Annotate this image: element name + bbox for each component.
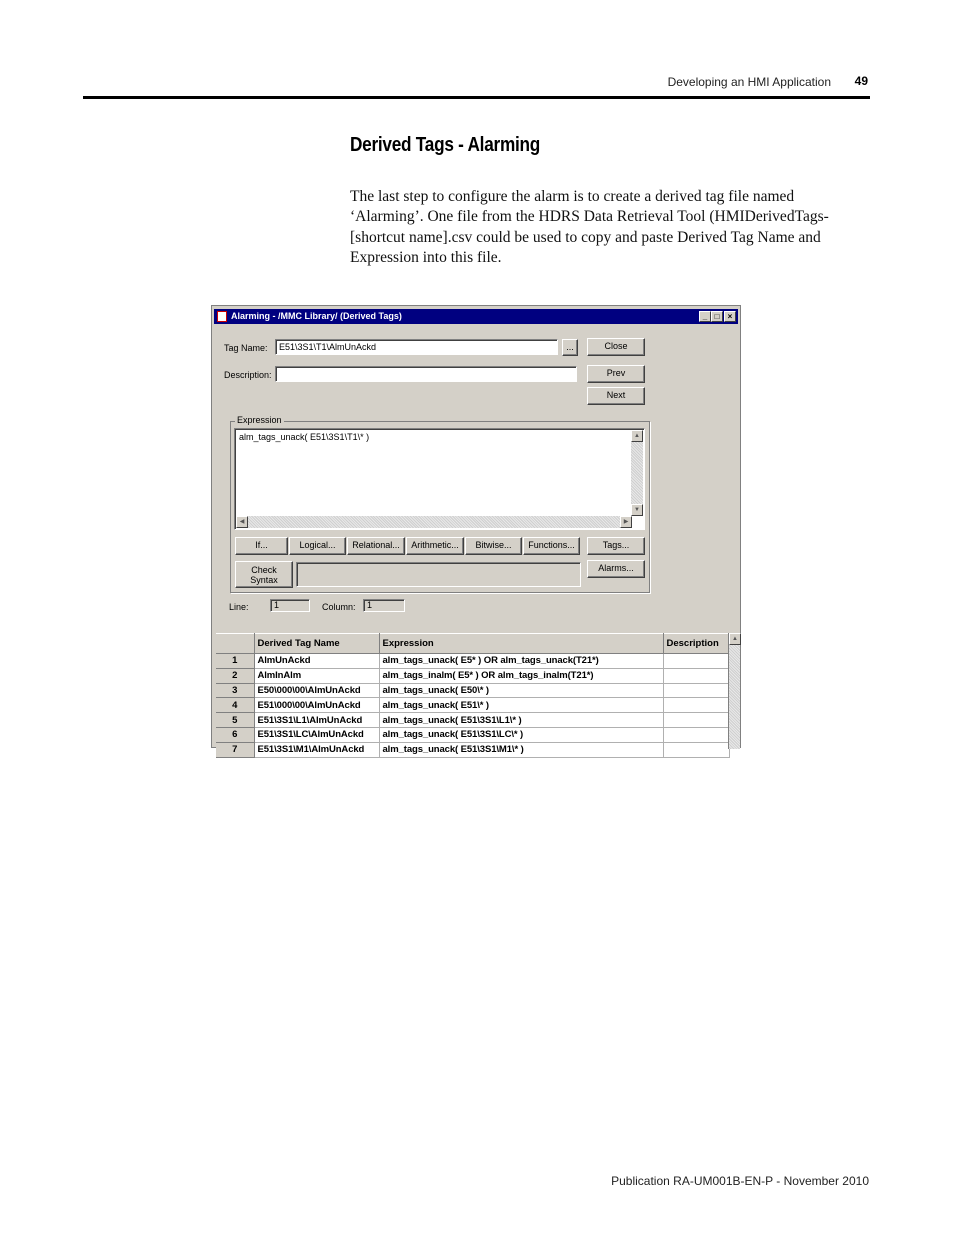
description-cell[interactable]	[663, 742, 729, 757]
table-row[interactable]	[216, 683, 729, 698]
header-page-number: 49	[854, 74, 868, 88]
line-value-field: 1	[270, 599, 310, 612]
check-syntax-button[interactable]	[235, 561, 293, 588]
syntax-message-field	[296, 562, 581, 587]
table-row[interactable]	[216, 727, 729, 742]
window-titlebar[interactable]	[214, 309, 738, 324]
table-row[interactable]	[216, 713, 729, 728]
table-row[interactable]	[216, 742, 729, 757]
description-cell[interactable]	[663, 683, 729, 698]
expression-textarea[interactable]	[234, 428, 645, 530]
prev-button[interactable]: Prev	[587, 365, 645, 383]
check-syntax-label-line1: Check	[251, 565, 277, 575]
tag-name-input[interactable]: E51\3S1\T1\AlmUnAckd	[275, 339, 558, 355]
expression-cell[interactable]: alm_tags_unack( E51\3S1\L1\* )	[379, 713, 663, 728]
grid-header-expression[interactable]: Expression	[379, 634, 663, 654]
expression-cell[interactable]: alm_tags_unack( E51\3S1\LC\* )	[379, 727, 663, 742]
expression-vertical-scrollbar[interactable]	[631, 430, 643, 516]
minimize-icon[interactable]: _	[699, 311, 711, 322]
grid-header-rownum	[216, 634, 254, 654]
row-number: 7	[216, 742, 254, 757]
next-button[interactable]: Next	[587, 387, 645, 405]
column-value-field: 1	[363, 599, 405, 612]
row-number: 5	[216, 713, 254, 728]
description-cell[interactable]	[663, 727, 729, 742]
page-header	[0, 0, 954, 100]
header-rule	[83, 96, 870, 99]
row-number: 4	[216, 698, 254, 713]
section-title: Derived Tags - Alarming	[350, 134, 541, 156]
line-label: Line:	[229, 602, 249, 612]
expression-cell[interactable]: alm_tags_unack( E51\3S1\M1\* )	[379, 742, 663, 757]
derived-tags-window	[211, 305, 741, 756]
if-button[interactable]: If...	[235, 537, 288, 555]
derived-tags-grid	[216, 633, 740, 756]
column-label: Column:	[322, 602, 356, 612]
table-row[interactable]	[216, 668, 729, 683]
expression-group-label: Expression	[237, 415, 282, 425]
tag-name-cell[interactable]: E50\000\00\AlmUnAckd	[254, 683, 379, 698]
table-row[interactable]	[216, 698, 729, 713]
close-icon[interactable]: ×	[724, 311, 736, 322]
expression-cell[interactable]: alm_tags_unack( E50\* )	[379, 683, 663, 698]
page-footer: Publication RA-UM001B-EN-P - November 2010	[611, 1174, 869, 1188]
tag-name-cell[interactable]: AlmUnAckd	[254, 654, 379, 669]
tag-name-cell[interactable]: E51\3S1\M1\AlmUnAckd	[254, 742, 379, 757]
grid-vertical-scrollbar[interactable]	[728, 633, 740, 749]
scroll-left-icon[interactable]: ◀	[236, 516, 248, 528]
scroll-right-icon[interactable]: ▶	[620, 516, 632, 528]
browse-button[interactable]: ...	[562, 339, 578, 356]
window-title: Alarming - /MMC Library/ (Derived Tags)	[231, 311, 402, 321]
arithmetic-button[interactable]: Arithmetic...	[406, 537, 464, 555]
check-syntax-label-line2: Syntax	[250, 575, 278, 585]
scroll-up-icon[interactable]: ▲	[631, 430, 643, 442]
tags-button[interactable]: Tags...	[587, 537, 645, 555]
bitwise-button[interactable]: Bitwise...	[465, 537, 522, 555]
description-cell[interactable]	[663, 654, 729, 669]
expression-cell[interactable]: alm_tags_unack( E5* ) OR alm_tags_unack(T21*)	[379, 654, 663, 669]
tag-name-cell[interactable]: E51\000\00\AlmUnAckd	[254, 698, 379, 713]
row-number: 2	[216, 668, 254, 683]
grid-scroll-up-icon[interactable]: ▲	[729, 633, 741, 645]
grid-header-description[interactable]: Description	[663, 634, 729, 654]
expression-text: alm_tags_unack( E51\3S1\T1\* )	[239, 432, 370, 442]
maximize-icon[interactable]: □	[711, 311, 723, 322]
app-icon	[217, 311, 227, 322]
relational-button[interactable]: Relational...	[347, 537, 405, 555]
scroll-down-icon[interactable]: ▼	[631, 504, 643, 516]
row-number: 1	[216, 654, 254, 669]
header-section-title: Developing an HMI Application	[667, 75, 831, 89]
grid-header-tag-name[interactable]: Derived Tag Name	[254, 634, 379, 654]
description-label: Description:	[224, 370, 272, 380]
expression-horizontal-scrollbar[interactable]	[236, 516, 632, 528]
description-cell[interactable]	[663, 698, 729, 713]
description-cell[interactable]	[663, 668, 729, 683]
tag-name-label: Tag Name:	[224, 343, 268, 353]
tag-name-cell[interactable]: E51\3S1\LC\AlmUnAckd	[254, 727, 379, 742]
close-button[interactable]: Close	[587, 338, 645, 356]
grid-header-row	[216, 634, 729, 654]
description-input[interactable]	[275, 366, 577, 382]
table-row[interactable]	[216, 654, 729, 669]
tag-name-cell[interactable]: E51\3S1\L1\AlmUnAckd	[254, 713, 379, 728]
alarms-button[interactable]: Alarms...	[587, 560, 645, 578]
logical-button[interactable]: Logical...	[289, 537, 346, 555]
body-paragraph: The last step to configure the alarm is to create a derived tag file named ‘Alarming’. One file from the HDRS Data Retrieval Tool (HMIDerivedTags-[shortcut name].csv could be used to copy and paste Derived Tag Name and Expression into this file.	[350, 188, 829, 267]
expression-cell[interactable]: alm_tags_inalm( E5* ) OR alm_tags_inalm(T21*)	[379, 668, 663, 683]
row-number: 6	[216, 727, 254, 742]
row-number: 3	[216, 683, 254, 698]
description-cell[interactable]	[663, 713, 729, 728]
tag-name-cell[interactable]: AlmInAlm	[254, 668, 379, 683]
expression-cell[interactable]: alm_tags_unack( E51\* )	[379, 698, 663, 713]
functions-button[interactable]: Functions...	[523, 537, 580, 555]
